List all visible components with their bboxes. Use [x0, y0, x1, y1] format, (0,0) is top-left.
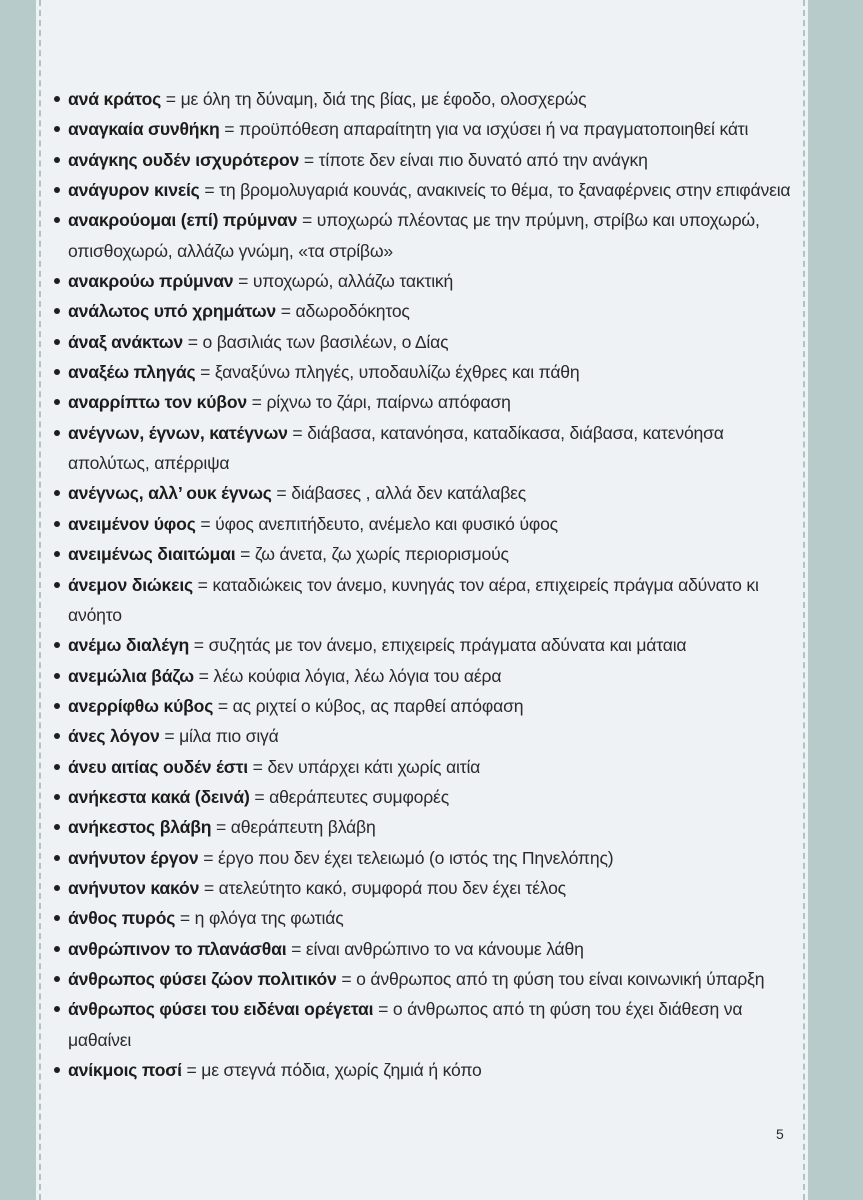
- entry-term: ανάλωτος υπό χρημάτων: [68, 301, 276, 322]
- glossary-entry: [54, 934, 802, 964]
- entry-separator: =: [193, 635, 204, 656]
- entry-separator: =: [179, 908, 190, 929]
- bullet-icon: [54, 490, 60, 496]
- entry-separator: =: [292, 422, 303, 443]
- entry-term: αναξέω πληγάς: [68, 362, 196, 383]
- bullet-icon: [54, 399, 60, 405]
- entry-separator: =: [203, 847, 214, 868]
- glossary-entry: [54, 691, 802, 721]
- entry-definition: διάβασες , αλλά δεν κατάλαβες: [291, 483, 527, 504]
- page-number: 5: [776, 1126, 784, 1142]
- entry-term: αναγκαία συνθήκη: [68, 119, 220, 140]
- glossary-entry: [54, 873, 802, 903]
- entry-separator: =: [165, 89, 176, 109]
- entry-separator: =: [291, 938, 302, 959]
- entry-term: ανάγκης ουδέν ισχυρότερον: [68, 149, 300, 170]
- entry-definition: αδωροδόκητος: [295, 301, 410, 322]
- bullet-icon: [54, 794, 60, 800]
- glossary-entry: [54, 205, 802, 266]
- entry-term: άνευ αιτίας ουδέν έστι: [68, 756, 248, 777]
- entry-term: ανειμένως διαιτώμαι: [68, 544, 236, 565]
- glossary-entry: [54, 357, 802, 387]
- glossary-entry: [54, 266, 802, 296]
- entry-separator: =: [204, 180, 215, 201]
- glossary-entry: [54, 418, 802, 479]
- entry-separator: =: [378, 999, 389, 1020]
- entry-definition: είναι ανθρώπινο το να κάνουμε λάθη: [305, 938, 584, 959]
- glossary-entry: [54, 721, 802, 751]
- entry-definition: ύφος ανεπιτήδευτο, ανέμελο και φυσικό ύφος: [215, 513, 558, 534]
- bullet-icon: [54, 369, 60, 375]
- bullet-icon: [54, 430, 60, 436]
- page: [36, 0, 808, 1200]
- left-stitch-border: [39, 0, 41, 1200]
- entry-term: αναρρίπτω τον κύβον: [68, 392, 247, 413]
- bullet-icon: [54, 582, 60, 588]
- bullet-icon: [54, 126, 60, 132]
- left-margin-band: [0, 0, 36, 1200]
- bullet-icon: [54, 946, 60, 952]
- entry-term: ανίκμοις ποσί: [68, 1060, 182, 1080]
- entry-definition: αθεράπευτη βλάβη: [230, 817, 376, 838]
- entry-term: ανακρούομαι (επί) πρύμναν: [68, 210, 298, 231]
- bullet-icon: [54, 855, 60, 861]
- bullet-icon: [54, 885, 60, 891]
- entry-definition: έργο που δεν έχει τελειωμό (ο ιστός της Πηνελόπης): [217, 847, 614, 868]
- entry-definition: ας ριχτεί ο κύβος, ας παρθεί απόφαση: [232, 695, 524, 716]
- entry-separator: =: [301, 210, 313, 231]
- bullet-icon: [54, 278, 60, 284]
- bullet-icon: [54, 339, 60, 345]
- entry-term: ανήκεστος βλάβη: [68, 817, 212, 838]
- entry-term: άνθρωπος φύσει ζώον πολιτικόν: [68, 968, 337, 989]
- right-margin-band: [808, 0, 863, 1200]
- entry-definition: ο άνθρωπος από τη φύση του είναι κοινωνική ύπαρξη: [356, 968, 765, 989]
- entry-definition: ζω άνετα, ζω χωρίς περιορισμούς: [254, 544, 509, 565]
- entry-separator: =: [280, 301, 291, 322]
- entry-term: ανθρώπινον το πλανάσθαι: [68, 938, 287, 959]
- glossary-entry: [54, 114, 802, 144]
- entry-term: άνθρωπος φύσει του ειδέναι ορέγεται: [68, 999, 374, 1020]
- entry-term: ανέμω διαλέγη: [68, 635, 190, 656]
- entry-term: ανέγνων, έγνων, κατέγνων: [68, 422, 288, 443]
- entry-separator: =: [200, 513, 211, 534]
- entry-separator: =: [251, 392, 262, 413]
- entry-separator: =: [341, 968, 352, 989]
- glossary-entry: [54, 782, 802, 812]
- entry-term: ανήνυτον έργον: [68, 847, 199, 868]
- entry-separator: =: [252, 756, 263, 777]
- bullet-icon: [54, 976, 60, 982]
- entry-term: άνεμον διώκεις: [68, 574, 193, 595]
- glossary-entry: [54, 661, 802, 691]
- entry-definition: υποχωρώ, αλλάζω τακτική: [252, 271, 454, 292]
- entry-separator: =: [224, 119, 235, 140]
- entry-definition: προϋπόθεση απαραίτητη για να ισχύσει ή να πραγματοποιηθεί κάτι: [239, 119, 749, 140]
- entry-term: ανερρίφθω κύβος: [68, 695, 214, 716]
- bullet-icon: [54, 308, 60, 314]
- bullet-icon: [54, 733, 60, 739]
- entry-definition: η φλόγα της φωτιάς: [194, 908, 344, 929]
- entry-separator: =: [276, 483, 287, 504]
- bullet-icon: [54, 915, 60, 921]
- entry-definition: συζητάς με τον άνεμο, επιχειρείς πράγματα αδύνατα και μάταια: [208, 635, 687, 656]
- entry-term: ανακρούω πρύμναν: [68, 271, 234, 292]
- entry-term: ανήνυτον κακόν: [68, 877, 200, 898]
- right-stitch-border: [803, 0, 805, 1200]
- entry-separator: =: [254, 786, 265, 807]
- glossary-entry: [54, 296, 802, 326]
- bullet-icon: [54, 642, 60, 648]
- entry-definition: δεν υπάρχει κάτι χωρίς αιτία: [267, 756, 481, 777]
- glossary-entry: [54, 478, 802, 508]
- bullet-icon: [54, 1067, 60, 1073]
- entry-separator: =: [187, 331, 198, 352]
- entry-separator: =: [238, 271, 249, 292]
- glossary-entry: [54, 509, 802, 539]
- entry-separator: =: [200, 362, 211, 383]
- glossary-entry: [54, 964, 802, 994]
- entry-definition: ο άνθρωπος από τη φύση του έχει διάθεση να μαθαίνει: [68, 999, 743, 1050]
- entry-separator: =: [217, 695, 228, 716]
- bullet-icon: [54, 96, 60, 102]
- glossary-entry: [54, 539, 802, 569]
- entry-definition: ξαναξύνω πληγές, υποδαυλίζω έχθρες και πάθη: [214, 362, 580, 383]
- entry-separator: =: [303, 149, 314, 170]
- bullet-icon: [54, 1006, 60, 1012]
- glossary-entry: [54, 812, 802, 842]
- glossary-entry: [54, 570, 802, 631]
- entry-definition: με όλη τη δύναμη, διά της βίας, με έφοδο, ολοσχερώς: [180, 89, 587, 109]
- entry-term: άνθος πυρός: [68, 908, 176, 929]
- glossary-entry: [54, 903, 802, 933]
- entry-term: ανεμώλια βάζω: [68, 665, 194, 686]
- entry-definition: ρίχνω το ζάρι, παίρνω απόφαση: [266, 392, 511, 413]
- entry-term: ανειμένον ύφος: [68, 513, 196, 534]
- entry-definition: αθεράπευτες συμφορές: [269, 786, 449, 807]
- bullet-icon: [54, 703, 60, 709]
- entry-separator: =: [197, 574, 208, 595]
- entry-term: ανήκεστα κακά (δεινά): [68, 786, 250, 807]
- glossary-entry: [54, 327, 802, 357]
- entry-definition: λέω κούφια λόγια, λέω λόγια του αέρα: [213, 665, 502, 686]
- entry-term: ανέγνως, αλλ’ ουκ έγνως: [68, 483, 272, 504]
- glossary-entry: [54, 175, 802, 205]
- glossary-list: [54, 84, 802, 1085]
- glossary-entry: [54, 843, 802, 873]
- glossary-entry: [54, 994, 802, 1055]
- glossary-entry: [54, 752, 802, 782]
- entry-definition: τίποτε δεν είναι πιο δυνατό από την ανάγκη: [318, 149, 648, 170]
- entry-definition: τη βρομολυγαριά κουνάς, ανακινείς το θέμα, το ξαναφέρνεις στην επιφάνεια: [219, 180, 791, 201]
- entry-separator: =: [216, 817, 227, 838]
- entry-term: ανά κράτος: [68, 89, 162, 109]
- glossary-entry: [54, 84, 802, 114]
- bullet-icon: [54, 673, 60, 679]
- entry-definition: μίλα πιο σιγά: [179, 726, 279, 747]
- bullet-icon: [54, 824, 60, 830]
- entry-separator: =: [186, 1060, 197, 1080]
- glossary-entry: [54, 630, 802, 660]
- entry-separator: =: [198, 665, 209, 686]
- entry-term: άναξ ανάκτων: [68, 331, 183, 352]
- bullet-icon: [54, 217, 60, 223]
- glossary-entry: [54, 1055, 802, 1085]
- entry-term: άνες λόγον: [68, 726, 160, 747]
- entry-separator: =: [240, 544, 251, 565]
- entry-definition: ο βασιλιάς των βασιλέων, ο Δίας: [202, 331, 449, 352]
- glossary-entry: [54, 145, 802, 175]
- bullet-icon: [54, 187, 60, 193]
- entry-term: ανάγυρον κινείς: [68, 180, 200, 201]
- entry-definition: ατελεύτητο κακό, συμφορά που δεν έχει τέλος: [218, 877, 566, 898]
- entry-separator: =: [164, 726, 175, 747]
- entry-separator: =: [203, 877, 214, 898]
- bullet-icon: [54, 764, 60, 770]
- entry-definition: υποχωρώ πλέοντας με την πρύμνη, στρίβω και υποχωρώ, οπισθοχωρώ, αλλάζω γνώμη, «τα στρίβω»: [68, 210, 760, 261]
- bullet-icon: [54, 157, 60, 163]
- entry-definition: καταδιώκεις τον άνεμο, κυνηγάς τον αέρα, επιχειρείς πράγμα αδύνατο κι ανόητο: [68, 574, 759, 625]
- entry-definition: με στεγνά πόδια, χωρίς ζημιά ή κόπο: [201, 1060, 482, 1080]
- glossary-entry: [54, 387, 802, 417]
- entry-definition: διάβασα, κατανόησα, καταδίκασα, διάβασα, κατενόησα απολύτως, απέρριψα: [68, 422, 724, 474]
- bullet-icon: [54, 521, 60, 527]
- bullet-icon: [54, 551, 60, 557]
